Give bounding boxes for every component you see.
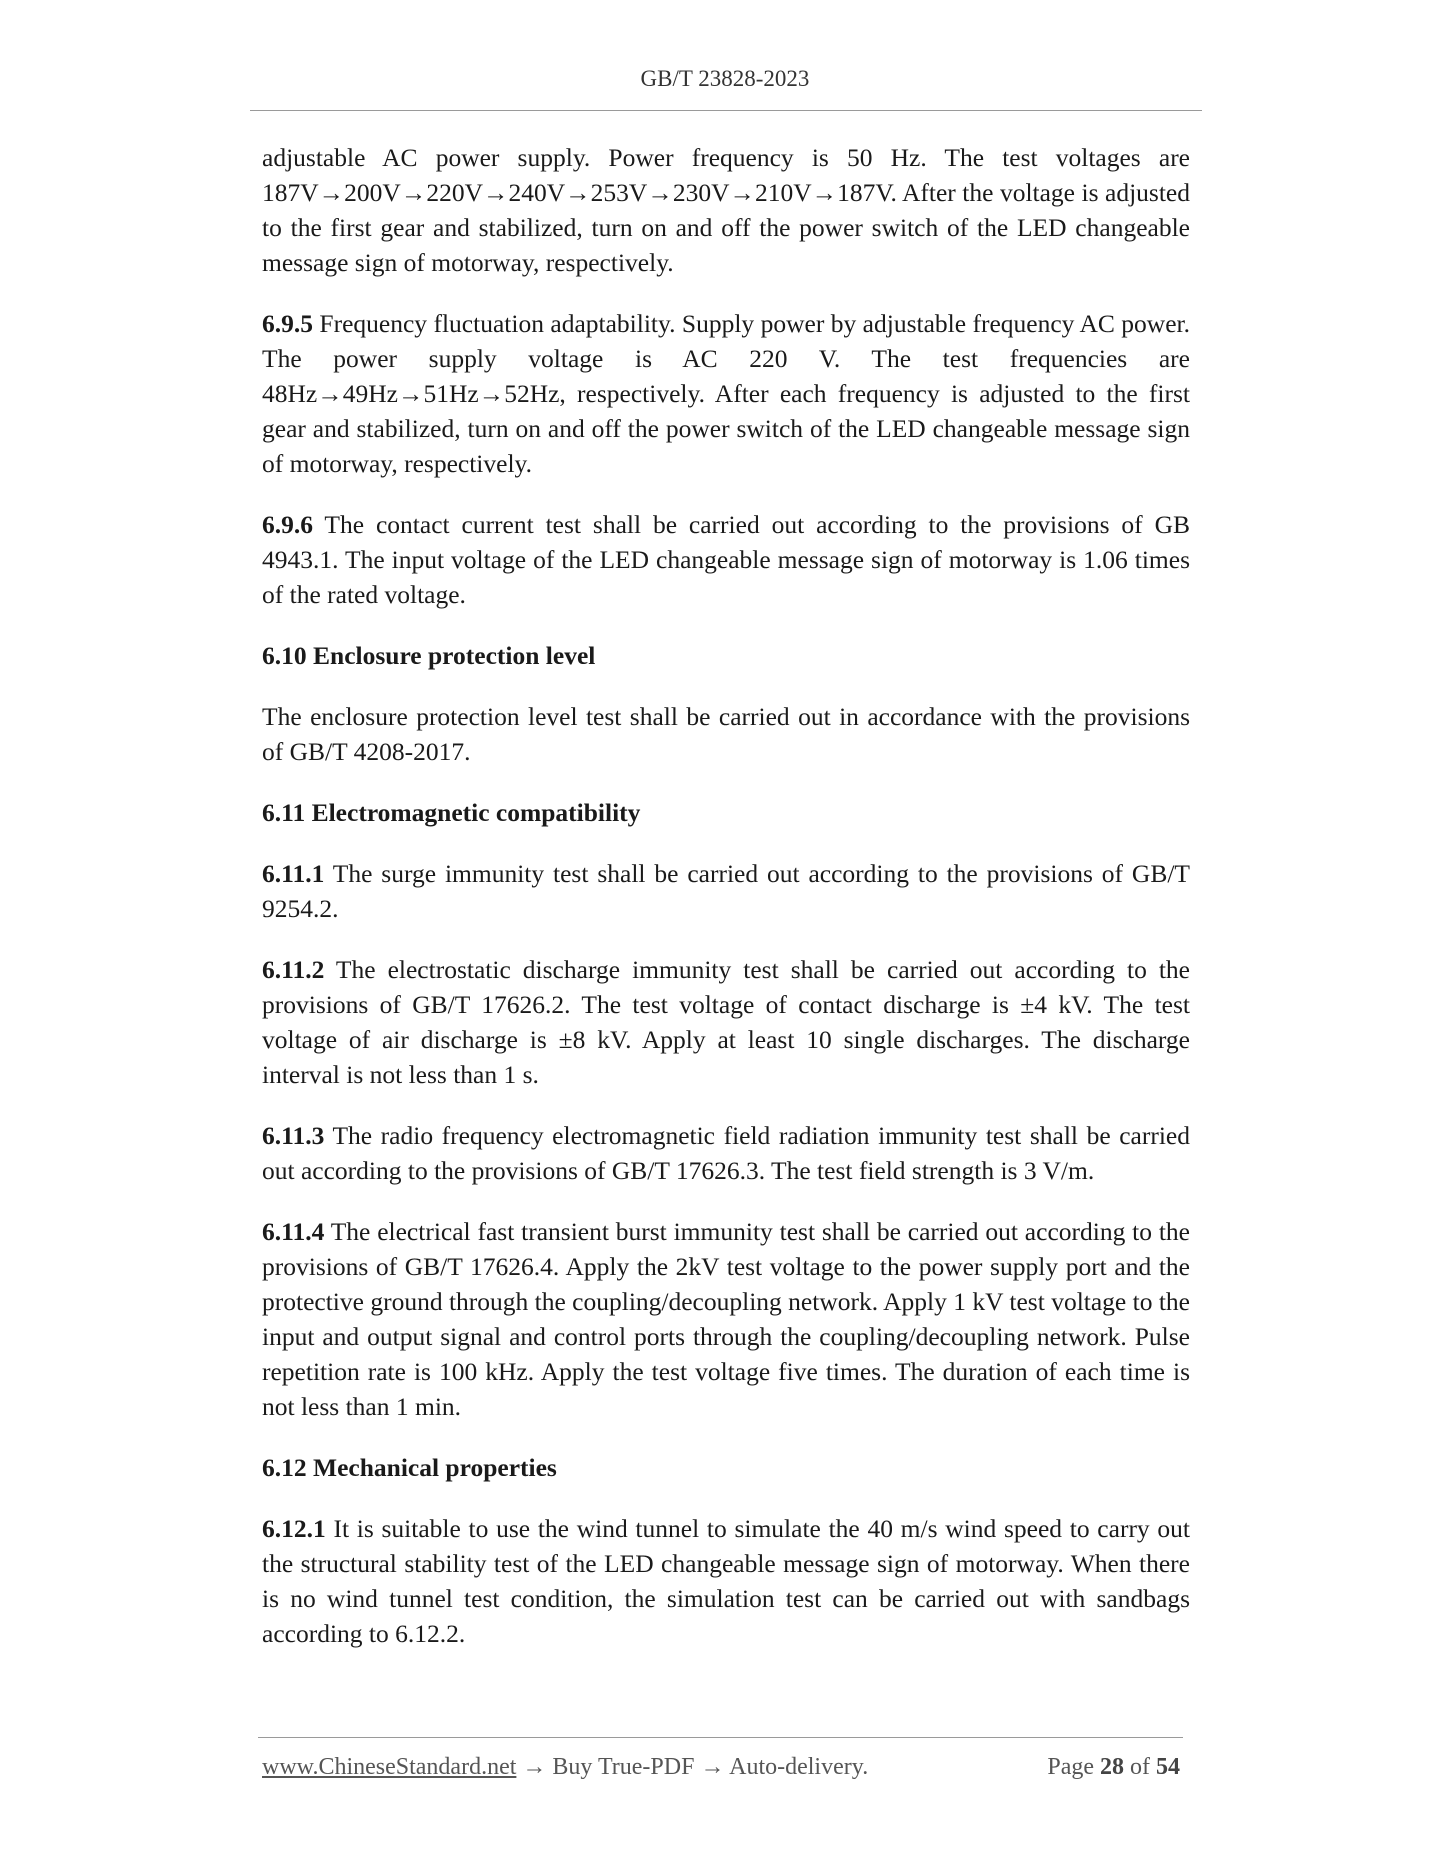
clause-number: 6.11.1 (262, 859, 325, 888)
document-body (262, 140, 1190, 1677)
clause-number: 6.11.2 (262, 955, 325, 984)
paragraph-enclosure-test: The enclosure protection level test shall be carried out in accordance with the provisions of GB/T 4208-2017. (262, 702, 1190, 766)
paragraph-6-12-1: 6.12.1 It is suitable to use the wind tunnel to simulate the 40 m/s wind speed to carry out the structural stability test of the LED changeable message sign of motorway. When there is no wind tunnel test condition, the simulation test can be carried out with sandbags according to 6.12.2. (262, 1514, 1190, 1648)
footer-divider (258, 1737, 1183, 1738)
clause-number: 6.11.3 (262, 1121, 325, 1150)
heading-mechanical-properties: 6.12 Mechanical properties (262, 1453, 557, 1482)
paragraph-6-9-6: 6.9.6 The contact current test shall be carried out according to the provisions of GB 4943.1. The input voltage of the LED changeable message sign of motorway is 1.06 times of the rated voltage. (262, 510, 1190, 609)
header-divider (250, 110, 1202, 111)
website-link[interactable]: www.ChineseStandard.net (262, 1754, 517, 1780)
document-header: GB/T 23828-2023 (640, 66, 810, 91)
page-footer (262, 1754, 1180, 1781)
clause-number: 6.12.1 (262, 1514, 326, 1543)
clause-number: 6.9.6 (262, 510, 313, 539)
page-indicator: Page 28 of 54 (1047, 1754, 1180, 1780)
heading-emc: 6.11 Electromagnetic compatibility (262, 798, 641, 827)
paragraph-6-11-2: 6.11.2 The electrostatic discharge immunity test shall be carried out according to the provisions of GB/T 17626.2. The test voltage of contact discharge is ±4 kV. The test voltage of air discharge is ±8 kV. Apply at least 10 single discharges. The discharge interval is not less than 1 s. (262, 955, 1190, 1089)
paragraph-6-11-1: 6.11.1 The surge immunity test shall be carried out according to the provisions of GB/T 9254.2. (262, 859, 1190, 923)
footer-promo-text: → Buy True-PDF → Auto-delivery. (516, 1754, 869, 1780)
paragraph-6-11-3: 6.11.3 The radio frequency electromagnetic field radiation immunity test shall be carried out according to the provisions of GB/T 17626.3. The test field strength is 3 V/m. (262, 1121, 1190, 1185)
paragraph-power-supply: adjustable AC power supply. Power frequency is 50 Hz. The test voltages are 187V→200V→220V→240V→253V→230V→210V→187V. After the voltage is adjusted to the first gear and stabilized, turn on and off the power switch of the LED changeable message sign of motorway, respectively. (262, 143, 1190, 277)
heading-enclosure-protection: 6.10 Enclosure protection level (262, 641, 596, 670)
paragraph-6-9-5: 6.9.5 Frequency fluctuation adaptability. Supply power by adjustable frequency AC power. The power supply voltage is AC 220 V. The test frequencies are 48Hz→49Hz→51Hz→52Hz, respectively. After each frequency is adjusted to the first gear and stabilized, turn on and off the power switch of the LED changeable message sign of motorway, respectively. (262, 309, 1190, 478)
footer-promo (262, 1754, 868, 1781)
clause-number: 6.9.5 (262, 309, 313, 338)
current-page: 28 (1100, 1754, 1124, 1780)
total-pages: 54 (1156, 1754, 1180, 1780)
paragraph-6-11-4: 6.11.4 The electrical fast transient burst immunity test shall be carried out according to the provisions of GB/T 17626.4. Apply the 2kV test voltage to the power supply port and the protective ground through the coupling/decoupling network. Apply 1 kV test voltage to the input and output signal and control ports through the coupling/decoupling network. Pulse repetition rate is 100 kHz. Apply the test voltage five times. The duration of each time is not less than 1 min. (262, 1217, 1190, 1421)
clause-number: 6.11.4 (262, 1217, 325, 1246)
